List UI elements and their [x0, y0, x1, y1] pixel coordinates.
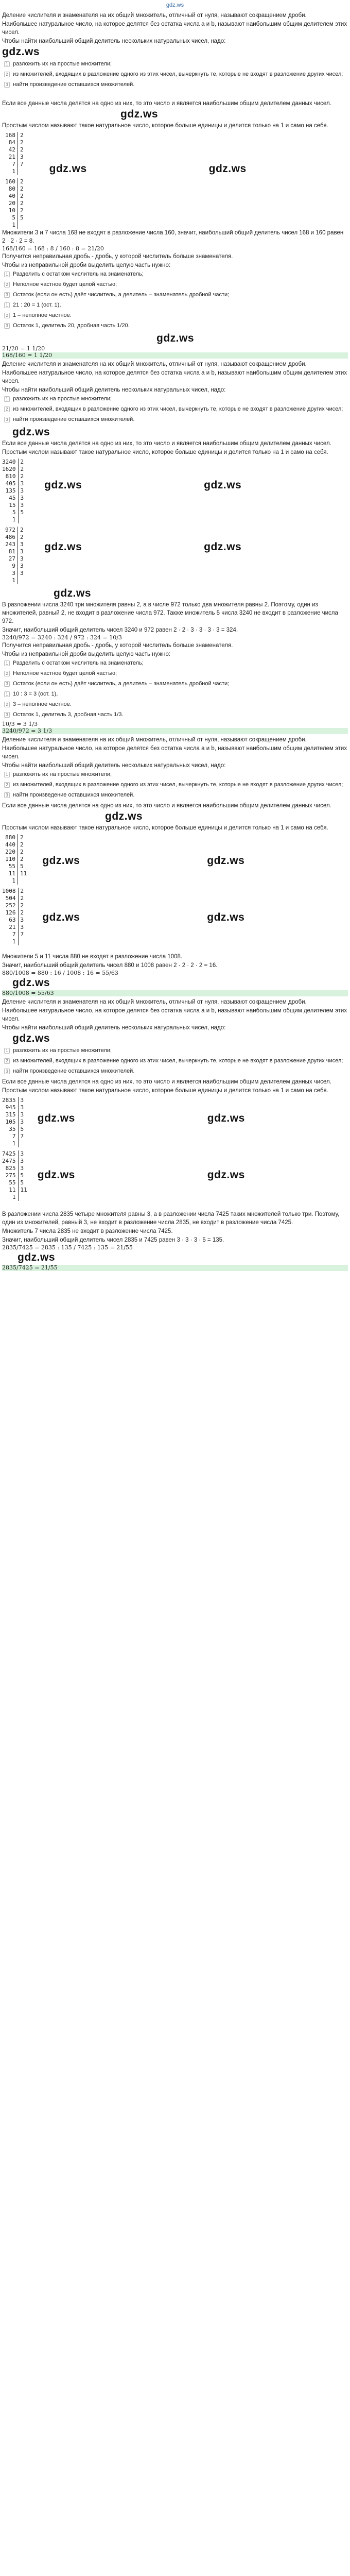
factor-number-cell: 315	[5, 1111, 16, 1118]
factor-prime-cell: 2	[20, 856, 24, 862]
factor-prime-cell: 2	[20, 466, 24, 472]
factor-number-cell: 3	[12, 570, 15, 577]
factor-prime-cell: 3	[20, 1097, 24, 1104]
factor-number-cell: 105	[5, 1118, 16, 1125]
intro-p2: Наибольшее натуральное число, на которое делятся без остатка числа a и b, называют наибольшим общим делителем этих чисел.	[2, 1008, 347, 1022]
factor-number-cell: 27	[8, 555, 15, 562]
calc-1-icon: 1	[4, 302, 10, 308]
watermark: gdz.ws	[207, 911, 245, 923]
calc-3-icon: 3	[4, 323, 10, 329]
factor-number-cell: 7	[12, 161, 15, 167]
factor-prime-cell: 2	[20, 534, 24, 540]
factor-prime-cell: 2	[20, 834, 24, 841]
factor-prime-cell: 7	[20, 931, 24, 938]
factor-number-cell: 880	[5, 834, 15, 841]
prime-p2: Простым числом называют такое натуральное число, которое больше единицы и делится только на 1 и само на себя.	[2, 1088, 328, 1094]
watermark: gdz.ws	[37, 1169, 75, 1181]
factor-number-cell: 220	[5, 849, 15, 855]
header	[0, 0, 350, 10]
factor-number-cell: 5	[12, 509, 16, 516]
list-item: 3 найти произведение оставшихся множителей.	[4, 416, 348, 423]
factor-number-cell: 252	[5, 902, 16, 909]
factor-number-cell: 40	[8, 193, 15, 199]
improper-p1: Получится неправильная дробь - дробь, у которой числитель больше знаменателя.	[2, 642, 233, 649]
watermark: gdz.ws	[12, 426, 50, 438]
factor-number-cell: 810	[5, 473, 16, 480]
watermark: gdz.ws	[44, 541, 82, 553]
block4-text2: Множитель 7 числа 2835 не входит в разложение числа 7425.	[2, 1228, 173, 1234]
factor-number-cell: 160	[5, 178, 15, 185]
factor-prime-cell: 2	[20, 200, 24, 207]
factor-number-cell: 3240	[2, 459, 16, 465]
factor-number-cell: 110	[5, 856, 15, 862]
watermark: gdz.ws	[12, 977, 50, 989]
block4-answer: 2835/7425 = 21/55	[2, 1265, 348, 1271]
watermark: gdz.ws	[37, 1112, 75, 1124]
intro-p3: Чтобы найти наибольший общий делитель нескольких натуральных чисел, надо:	[2, 762, 226, 769]
list-item: 3 Остаток 1, делитель 20, дробная часть 1/20.	[4, 322, 348, 330]
factor-number-cell: 81	[8, 548, 15, 555]
factor-prime-cell: 3	[20, 917, 24, 923]
factor-prime-cell: 3	[20, 1118, 24, 1125]
list-item: 1 разложить их на простые множители;	[4, 60, 348, 68]
page	[0, 0, 350, 1272]
watermark: gdz.ws	[207, 1169, 245, 1181]
block4-text1: В разложении числа 2835 четыре множителя равны 3, а в разложении числа 7425 таких множителей только три. Поэтому, один из множителей, равный 3, не входит в разложение числа 2835, не входит в разложение числа 7425.	[2, 1211, 340, 1226]
intro-p3: Чтобы найти наибольший общий делитель нескольких натуральных чисел, надо:	[2, 38, 226, 44]
list-item: 1 21 : 20 = 1 (ост. 1),	[4, 301, 348, 309]
factor-table-972	[2, 527, 24, 584]
block1-text: Множители 3 и 7 числа 168 не входят в разложение числа 160, значит, наибольший общий делитель чисел 168 и 160 равен 2 · 2 · 2 = 8.	[2, 230, 344, 244]
factor-prime-cell	[20, 168, 24, 175]
whole-steps	[2, 659, 348, 719]
block3-text1: Множители 5 и 11 числа 880 не входят в разложение числа 1008.	[2, 954, 183, 960]
factor-prime-cell: 3	[20, 1165, 24, 1172]
factor-table-160	[2, 178, 24, 229]
list-item: 2 из множителей, входящих в разложение одного из этих чисел, вычеркнуть те, которые не входят в разложение других чисел;	[4, 71, 348, 78]
factor-prime-cell: 5	[20, 1126, 24, 1132]
factor-prime-cell: 2	[20, 459, 24, 465]
list-item: 3 Остаток 1, делитель 3, дробная часть 1/3.	[4, 711, 348, 719]
block2-result: 10/3 = 3 1/3	[2, 721, 38, 727]
list-item: 1 Разделить с остатком числитель на знаменатель;	[4, 270, 348, 278]
gcd-steps	[2, 60, 348, 89]
factor-number-cell: 972	[5, 527, 15, 533]
factor-number-cell: 21	[8, 154, 15, 160]
list-item: 2 Неполное частное будет целой частью;	[4, 281, 348, 289]
factor-number-cell: 1	[12, 168, 15, 175]
list-item: 2 из множителей, входящих в разложение одного из этих чисел, вычеркнуть те, которые не входят в разложение других чисел;	[4, 1057, 348, 1065]
factor-prime-cell: 2	[20, 902, 24, 909]
factor-table-880	[2, 834, 27, 885]
factor-prime-cell: 3	[20, 1150, 24, 1157]
factor-prime-cell: 3	[20, 555, 24, 562]
factor-number-cell: 1	[12, 577, 15, 584]
factor-number-cell: 21	[9, 924, 16, 930]
list-item: 2 3 – неполное частное.	[4, 701, 348, 708]
factor-prime-cell: 2	[20, 909, 24, 916]
factor-prime-cell: 3	[20, 541, 24, 548]
block1-result: 21/20 = 1 1/20	[2, 345, 45, 352]
factor-prime-cell	[21, 1194, 27, 1201]
step-1-icon: 1	[4, 272, 10, 277]
factor-number-cell: 405	[5, 480, 16, 487]
watermark: gdz.ws	[105, 810, 143, 822]
factor-number-cell: 168	[5, 132, 15, 139]
factor-prime-cell: 3	[20, 154, 24, 160]
factor-prime-cell: 5	[20, 214, 24, 221]
watermark: gdz.ws	[44, 479, 82, 491]
factor-prime-cell: 2	[20, 193, 24, 199]
factor-number-cell: 135	[5, 487, 16, 494]
prime-p2: Простым числом называют такое натуральное число, которое больше единицы и делится только на 1 и само на себя.	[2, 825, 328, 831]
factor-prime-cell: 3	[20, 1158, 24, 1164]
factor-number-cell: 1	[12, 938, 16, 945]
factor-number-cell: 1	[12, 516, 16, 523]
factor-number-cell: 11	[9, 1187, 16, 1193]
factor-number-cell: 1	[12, 1194, 16, 1200]
factor-table-3240	[2, 459, 24, 523]
factor-prime-cell: 3	[20, 1111, 24, 1118]
list-item: 3 найти произведение оставшихся множителей.	[4, 1067, 348, 1075]
list-item: 2 Неполное частное будет целой частью;	[4, 670, 348, 677]
prime-p1: Если все данные числа делятся на одно из них, то это число и является наибольшим общим делителем данных чисел.	[2, 803, 331, 809]
factor-number-cell: 275	[5, 1172, 16, 1179]
list-item: 1 10 : 3 = 3 (ост. 1),	[4, 690, 348, 698]
improper-p2: Чтобы из неправильной дроби выделить целую часть нужно:	[2, 651, 171, 657]
factor-number-cell: 1620	[2, 466, 16, 472]
block3-text2: Значит, наибольший общий делитель чисел 880 и 1008 равен 2 · 2 · 2 · 2 = 16.	[2, 962, 218, 969]
factor-table-168	[2, 132, 24, 175]
factor-number-cell: 20	[8, 200, 15, 207]
factor-number-cell: 126	[5, 909, 16, 916]
watermark: gdz.ws	[120, 108, 159, 120]
whole-steps	[2, 270, 348, 330]
factor-number-cell: 55	[8, 863, 15, 870]
factor-table-7425	[2, 1150, 27, 1201]
watermark: gdz.ws	[208, 163, 247, 175]
factor-number-cell: 35	[9, 1126, 16, 1132]
list-item: 3 Остаток (если он есть) даёт числитель, а делитель – знаменатель дробной части;	[4, 291, 348, 299]
factor-number-cell: 42	[8, 146, 15, 153]
factor-prime-cell: 3	[20, 502, 24, 509]
factor-prime-cell: 3	[20, 570, 24, 577]
factor-number-cell: 945	[5, 1104, 16, 1111]
watermark: gdz.ws	[12, 1032, 50, 1044]
factor-prime-cell	[20, 877, 27, 885]
factor-prime-cell: 2	[20, 146, 24, 153]
header-link[interactable]: gdz.ws	[166, 2, 184, 8]
gcd-steps	[2, 1047, 348, 1075]
factor-prime-cell: 11	[20, 1187, 27, 1193]
watermark: gdz.ws	[49, 163, 87, 175]
factor-number-cell: 1	[12, 1140, 16, 1147]
factor-prime-cell: 3	[20, 487, 24, 494]
intro-p3: Чтобы найти наибольший общий делитель нескольких натуральных чисел, надо:	[2, 387, 226, 393]
watermark: gdz.ws	[42, 855, 80, 867]
block4-frac: 2835/7425 = 2835 : 135 / 7425 : 135 = 21/55	[2, 1244, 133, 1251]
factor-prime-cell: 5	[20, 863, 24, 870]
factor-number-cell: 7	[12, 931, 16, 938]
block2-frac: 3240/972 = 3240 : 324 / 972 : 324 = 10/3	[2, 634, 122, 641]
factor-prime-cell: 2	[20, 132, 24, 139]
factor-number-cell: 84	[8, 139, 15, 146]
intro-p1: Деление числителя и знаменателя на их общий множитель, отличный от нуля, называют сокращением дроби.	[2, 12, 307, 19]
intro-p2: Наибольшее натуральное число, на которое делятся без остатка числа a и b, называют наибольшим общим делителем этих чисел.	[2, 370, 347, 384]
factor-table-1008	[2, 888, 27, 945]
list-item: 1 Разделить с остатком числитель на знаменатель;	[4, 659, 348, 667]
factor-number-cell: 55	[9, 1179, 16, 1186]
block3-answer: 880/1008 = 55/63	[2, 990, 348, 996]
factor-prime-cell: 7	[20, 161, 24, 167]
block2-text1: В разложении числа 3240 три множителя равны 2, а в числе 972 только два множителя равны 2. Поэтому, один из множителей, равный 2, не входит в разложение числа 972. Также множитель 5 числа 3240 не входит в разложение числа 972.	[2, 602, 338, 624]
list-item: 1 разложить их на простые множители;	[4, 771, 348, 778]
list-item: 1 разложить их на простые множители;	[4, 1047, 348, 1055]
improper-p1: Получится неправильная дробь - дробь, у которой числитель больше знаменателя.	[2, 253, 233, 260]
factor-prime-cell: 3	[20, 480, 24, 487]
factor-prime-cell: 3	[20, 548, 24, 555]
factor-prime-cell: 2	[20, 888, 24, 894]
factor-number-cell: 243	[5, 541, 15, 548]
factor-prime-cell: 2	[20, 841, 24, 848]
factor-number-cell: 5	[12, 214, 15, 221]
section-3	[0, 735, 350, 996]
factor-number-cell: 486	[5, 534, 15, 540]
list-item: 1 разложить их на простые множители;	[4, 395, 348, 403]
intro-p2: Наибольшее натуральное число, на которое делятся без остатка числа a и b, называют наибольшим общим делителем этих чисел.	[2, 21, 347, 36]
list-item: 2 из множителей, входящих в разложение одного из этих чисел, вычеркнуть те, которые не входят в разложение других чисел;	[4, 405, 348, 413]
factor-prime-cell	[20, 222, 24, 229]
factor-prime-cell: 3	[20, 1104, 24, 1111]
factor-prime-cell: 3	[20, 495, 24, 501]
factor-prime-cell: 2	[20, 473, 24, 480]
watermark: gdz.ws	[42, 911, 80, 923]
step-2-icon: 2	[4, 282, 10, 287]
section-4	[0, 997, 350, 1271]
factor-number-cell: 1	[12, 877, 15, 884]
factor-prime-cell: 2	[20, 895, 24, 902]
factor-number-cell: 10	[8, 207, 15, 214]
factor-prime-cell: 2	[20, 185, 24, 192]
improper-p2: Чтобы из неправильной дроби выделить целую часть нужно:	[2, 262, 171, 268]
prime-p2: Простым числом называют такое натуральное число, которое больше единицы и делится только на 1 и само на себя.	[2, 449, 328, 455]
list-item: 2 1 – неполное частное.	[4, 312, 348, 319]
intro-p3: Чтобы найти наибольший общий делитель нескольких натуральных чисел, надо:	[2, 1025, 226, 1031]
calc-2-icon: 2	[4, 313, 10, 318]
list-item: 2 из множителей, входящих в разложение одного из этих чисел, вычеркнуть те, которые не входят в разложение других чисел;	[4, 781, 348, 789]
factor-prime-cell: 3	[20, 924, 24, 930]
factor-prime-cell	[21, 516, 24, 523]
watermark: gdz.ws	[207, 1112, 245, 1124]
list-item: 3 найти произведение оставшихся множителей.	[4, 791, 348, 799]
watermark: gdz.ws	[2, 46, 40, 58]
gcd-steps	[2, 395, 348, 423]
intro-p1: Деление числителя и знаменателя на их общий множитель, отличный от нуля, называют сокращением дроби.	[2, 999, 307, 1005]
step-3-icon: 3	[4, 292, 10, 298]
intro-p2: Наибольшее натуральное число, на которое делятся без остатка числа a и b, называют наибольшим общим делителем этих чисел.	[2, 745, 347, 760]
watermark: gdz.ws	[204, 479, 242, 491]
factor-prime-cell	[21, 1140, 24, 1147]
section-1	[0, 10, 350, 359]
list-item: 3 найти произведение оставшихся множителей.	[4, 81, 348, 89]
watermark: gdz.ws	[54, 587, 92, 599]
block2-answer: 3240/972 = 3 1/3	[2, 728, 348, 734]
factor-number-cell: 2475	[2, 1158, 16, 1164]
prime-p1: Если все данные числа делятся на одно из них, то это число и является наибольшим общим делителем данных чисел.	[2, 1079, 331, 1085]
factor-number-cell: 7425	[2, 1150, 16, 1157]
block4-text3: Значит, наибольший общий делитель чисел 2835 и 7425 равен 3 · 3 · 3 · 5 = 135.	[2, 1237, 224, 1243]
step-2-icon: 2	[4, 72, 10, 77]
factor-prime-cell: 5	[20, 1179, 24, 1186]
prime-p1: Если все данные числа делятся на одно из них, то это число и является наибольшим общим делителем данных чисел.	[2, 100, 331, 107]
gcd-steps	[2, 771, 348, 799]
intro-p1: Деление числителя и знаменателя на их общий множитель, отличный от нуля, называют сокращением дроби.	[2, 361, 307, 367]
section-2	[0, 359, 350, 734]
factor-number-cell: 1008	[2, 888, 16, 894]
watermark: gdz.ws	[156, 332, 195, 344]
factor-table-2835	[2, 1097, 27, 1147]
block1-answer: 168/160 = 1 1/20	[2, 352, 348, 359]
factor-prime-cell: 3	[20, 563, 24, 569]
factor-number-cell: 45	[9, 495, 16, 501]
factor-number-cell: 2835	[2, 1097, 16, 1104]
watermark: gdz.ws	[207, 855, 245, 867]
step-1-icon: 1	[4, 61, 10, 67]
factor-number-cell: 1	[12, 222, 15, 228]
block1-frac: 168/160 = 168 : 8 / 160 : 8 = 21/20	[2, 245, 104, 252]
factor-prime-cell: 2	[20, 849, 24, 855]
factor-number-cell: 9	[12, 563, 15, 569]
block3-frac: 880/1008 = 880 : 16 / 1008 : 16 = 55/63	[2, 970, 118, 976]
factor-number-cell: 504	[5, 895, 16, 902]
factor-prime-cell: 2	[20, 139, 24, 146]
factor-number-cell: 15	[9, 502, 16, 509]
block2-text2: Значит, наибольший общий делитель чисел 3240 и 972 равен 2 · 2 · 3 · 3 · 3 · 3 = 324.	[2, 627, 238, 633]
factor-number-cell: 11	[8, 870, 15, 877]
factor-prime-cell: 5	[20, 1172, 24, 1179]
factor-prime-cell	[21, 938, 24, 945]
list-item: 3 Остаток (если он есть) даёт числитель, а делитель – знаменатель дробной части;	[4, 680, 348, 688]
prime-p2: Простым числом называют такое натуральное число, которое больше единицы и делится только на 1 и само на себя.	[2, 123, 328, 129]
factor-number-cell: 7	[12, 1133, 16, 1140]
step-3-icon: 3	[4, 82, 10, 88]
intro-p1: Деление числителя и знаменателя на их общий множитель, отличный от нуля, называют сокращением дроби.	[2, 737, 307, 743]
factor-number-cell: 80	[8, 185, 15, 192]
factor-number-cell: 825	[5, 1165, 16, 1172]
factor-prime-cell: 5	[20, 509, 24, 516]
factor-prime-cell: 2	[20, 178, 24, 185]
factor-number-cell: 63	[9, 917, 16, 923]
factor-prime-cell	[20, 577, 24, 584]
watermark: gdz.ws	[18, 1251, 56, 1263]
factor-number-cell: 440	[5, 841, 15, 848]
factor-prime-cell: 2	[20, 527, 24, 533]
watermark: gdz.ws	[204, 541, 242, 553]
prime-p1: Если все данные числа делятся на одно из них, то это число и является наибольшим общим делителем данных чисел.	[2, 440, 331, 447]
factor-prime-cell: 2	[20, 207, 24, 214]
factor-prime-cell: 11	[20, 870, 27, 877]
factor-prime-cell: 7	[20, 1133, 24, 1140]
